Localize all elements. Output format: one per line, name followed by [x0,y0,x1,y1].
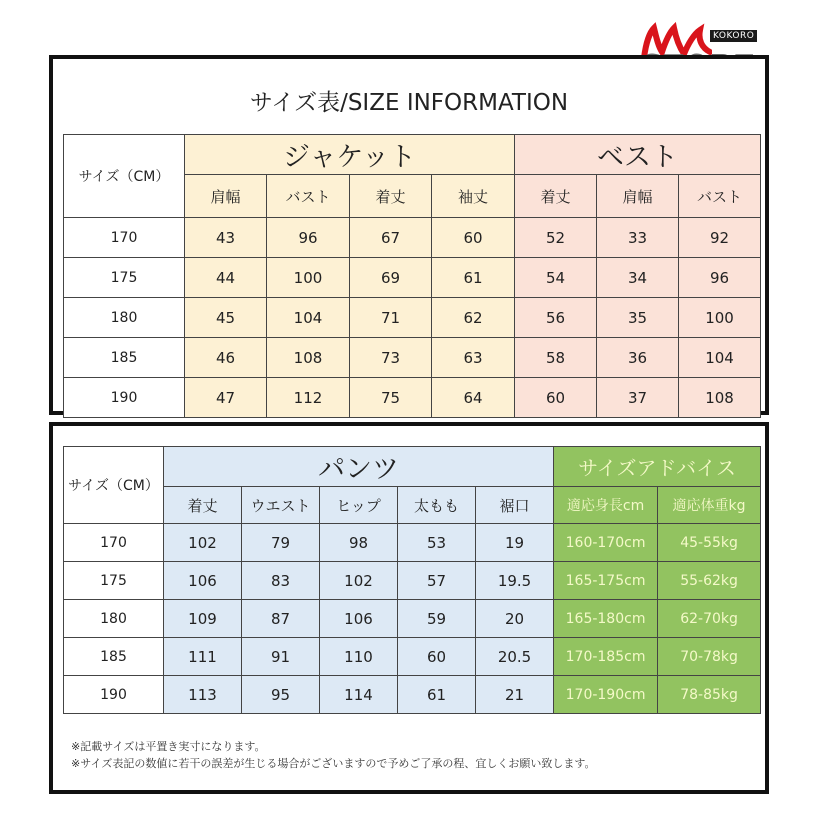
table-cell: 165-175cm [554,562,658,600]
pants-header: パンツ [164,447,554,487]
size-cell: 190 [64,676,164,714]
table-cell: 106 [320,600,398,638]
table-cell: 46 [185,338,267,378]
column-header: 太もも [398,487,476,524]
table-cell: 95 [242,676,320,714]
table-cell: 170-185cm [554,638,658,676]
table-cell: 56 [515,298,597,338]
table-cell: 21 [476,676,554,714]
pants-size-panel [49,422,769,794]
table-cell: 112 [267,378,350,418]
table-cell: 45 [185,298,267,338]
table-cell: 60 [515,378,597,418]
size-cell: 190 [64,378,185,418]
vest-header: ベスト [515,135,761,175]
table-row [64,258,761,298]
logo-small-text: KOKORO [710,30,757,42]
table-cell: 53 [398,524,476,562]
column-header: 裾口 [476,487,554,524]
table-cell: 71 [350,298,432,338]
column-header: 適応体重kg [658,487,761,524]
table-cell: 59 [398,600,476,638]
table-cell: 60 [432,218,515,258]
table-cell: 104 [679,338,761,378]
column-header: ウエスト [242,487,320,524]
table-cell: 55-62kg [658,562,761,600]
column-header: 肩幅 [597,175,679,218]
table-cell: 114 [320,676,398,714]
table-cell: 96 [679,258,761,298]
table-row [64,562,761,600]
table-cell: 33 [597,218,679,258]
table-cell: 96 [267,218,350,258]
table-cell: 57 [398,562,476,600]
table-cell: 111 [164,638,242,676]
size-cell: 170 [64,524,164,562]
table-cell: 60 [398,638,476,676]
table-row [64,338,761,378]
table-cell: 67 [350,218,432,258]
table-cell: 160-170cm [554,524,658,562]
size-cell: 185 [64,638,164,676]
table-cell: 91 [242,638,320,676]
table-cell: 63 [432,338,515,378]
table-cell: 45-55kg [658,524,761,562]
table-cell: 34 [597,258,679,298]
table-cell: 19.5 [476,562,554,600]
size-cell: 180 [64,298,185,338]
size-advice-header: サイズアドバイス [554,447,761,487]
table-cell: 104 [267,298,350,338]
table-cell: 108 [267,338,350,378]
table-row [64,218,761,258]
table-row [64,378,761,418]
jacket-header: ジャケット [185,135,515,175]
column-header: ヒップ [320,487,398,524]
table-cell: 98 [320,524,398,562]
table-cell: 102 [320,562,398,600]
table-cell: 37 [597,378,679,418]
size-header: サイズ（CM） [64,135,185,218]
table-row [64,676,761,714]
column-header: 着丈 [350,175,432,218]
size-header: サイズ（CM） [64,447,164,524]
jacket-vest-size-panel [49,55,769,415]
size-cell: 175 [64,562,164,600]
table-cell: 165-180cm [554,600,658,638]
table-cell: 78-85kg [658,676,761,714]
table-cell: 83 [242,562,320,600]
table-cell: 87 [242,600,320,638]
table-cell: 79 [242,524,320,562]
table-cell: 106 [164,562,242,600]
column-header: バスト [267,175,350,218]
table-cell: 100 [679,298,761,338]
column-header: 着丈 [164,487,242,524]
column-header: 肩幅 [185,175,267,218]
table-cell: 47 [185,378,267,418]
table-cell: 100 [267,258,350,298]
table-cell: 110 [320,638,398,676]
page-title: サイズ表/SIZE INFORMATION [249,90,569,116]
column-header: バスト [679,175,761,218]
table-cell: 61 [398,676,476,714]
table-cell: 19 [476,524,554,562]
pants-size-table [63,446,761,714]
size-cell: 170 [64,218,185,258]
table-cell: 35 [597,298,679,338]
table-cell: 44 [185,258,267,298]
table-cell: 92 [679,218,761,258]
size-cell: 185 [64,338,185,378]
table-cell: 75 [350,378,432,418]
size-cell: 175 [64,258,185,298]
table-cell: 69 [350,258,432,298]
table-cell: 113 [164,676,242,714]
table-cell: 109 [164,600,242,638]
table-cell: 108 [679,378,761,418]
table-cell: 58 [515,338,597,378]
table-header-row [64,135,761,175]
size-cell: 180 [64,600,164,638]
table-cell: 20 [476,600,554,638]
table-row [64,600,761,638]
size-notes [71,738,595,772]
table-cell: 43 [185,218,267,258]
table-cell: 52 [515,218,597,258]
table-cell: 20.5 [476,638,554,676]
table-row [64,638,761,676]
table-cell: 170-190cm [554,676,658,714]
table-header-row [64,447,761,487]
note-line: ※サイズ表記の数値に若干の誤差が生じる場合がございますので予めご了承の程、宜しくお願い致します。 [71,757,596,770]
note-line: ※記載サイズは平置き実寸になります。 [71,740,266,753]
table-cell: 54 [515,258,597,298]
table-cell: 64 [432,378,515,418]
table-cell: 102 [164,524,242,562]
column-header: 適応身長cm [554,487,658,524]
table-cell: 62-70kg [658,600,761,638]
table-cell: 73 [350,338,432,378]
table-subheader-row [64,487,761,524]
jacket-vest-size-table [63,134,761,418]
table-cell: 61 [432,258,515,298]
table-row [64,298,761,338]
column-header: 着丈 [515,175,597,218]
table-cell: 70-78kg [658,638,761,676]
column-header: 袖丈 [432,175,515,218]
table-cell: 62 [432,298,515,338]
table-row [64,524,761,562]
table-cell: 36 [597,338,679,378]
